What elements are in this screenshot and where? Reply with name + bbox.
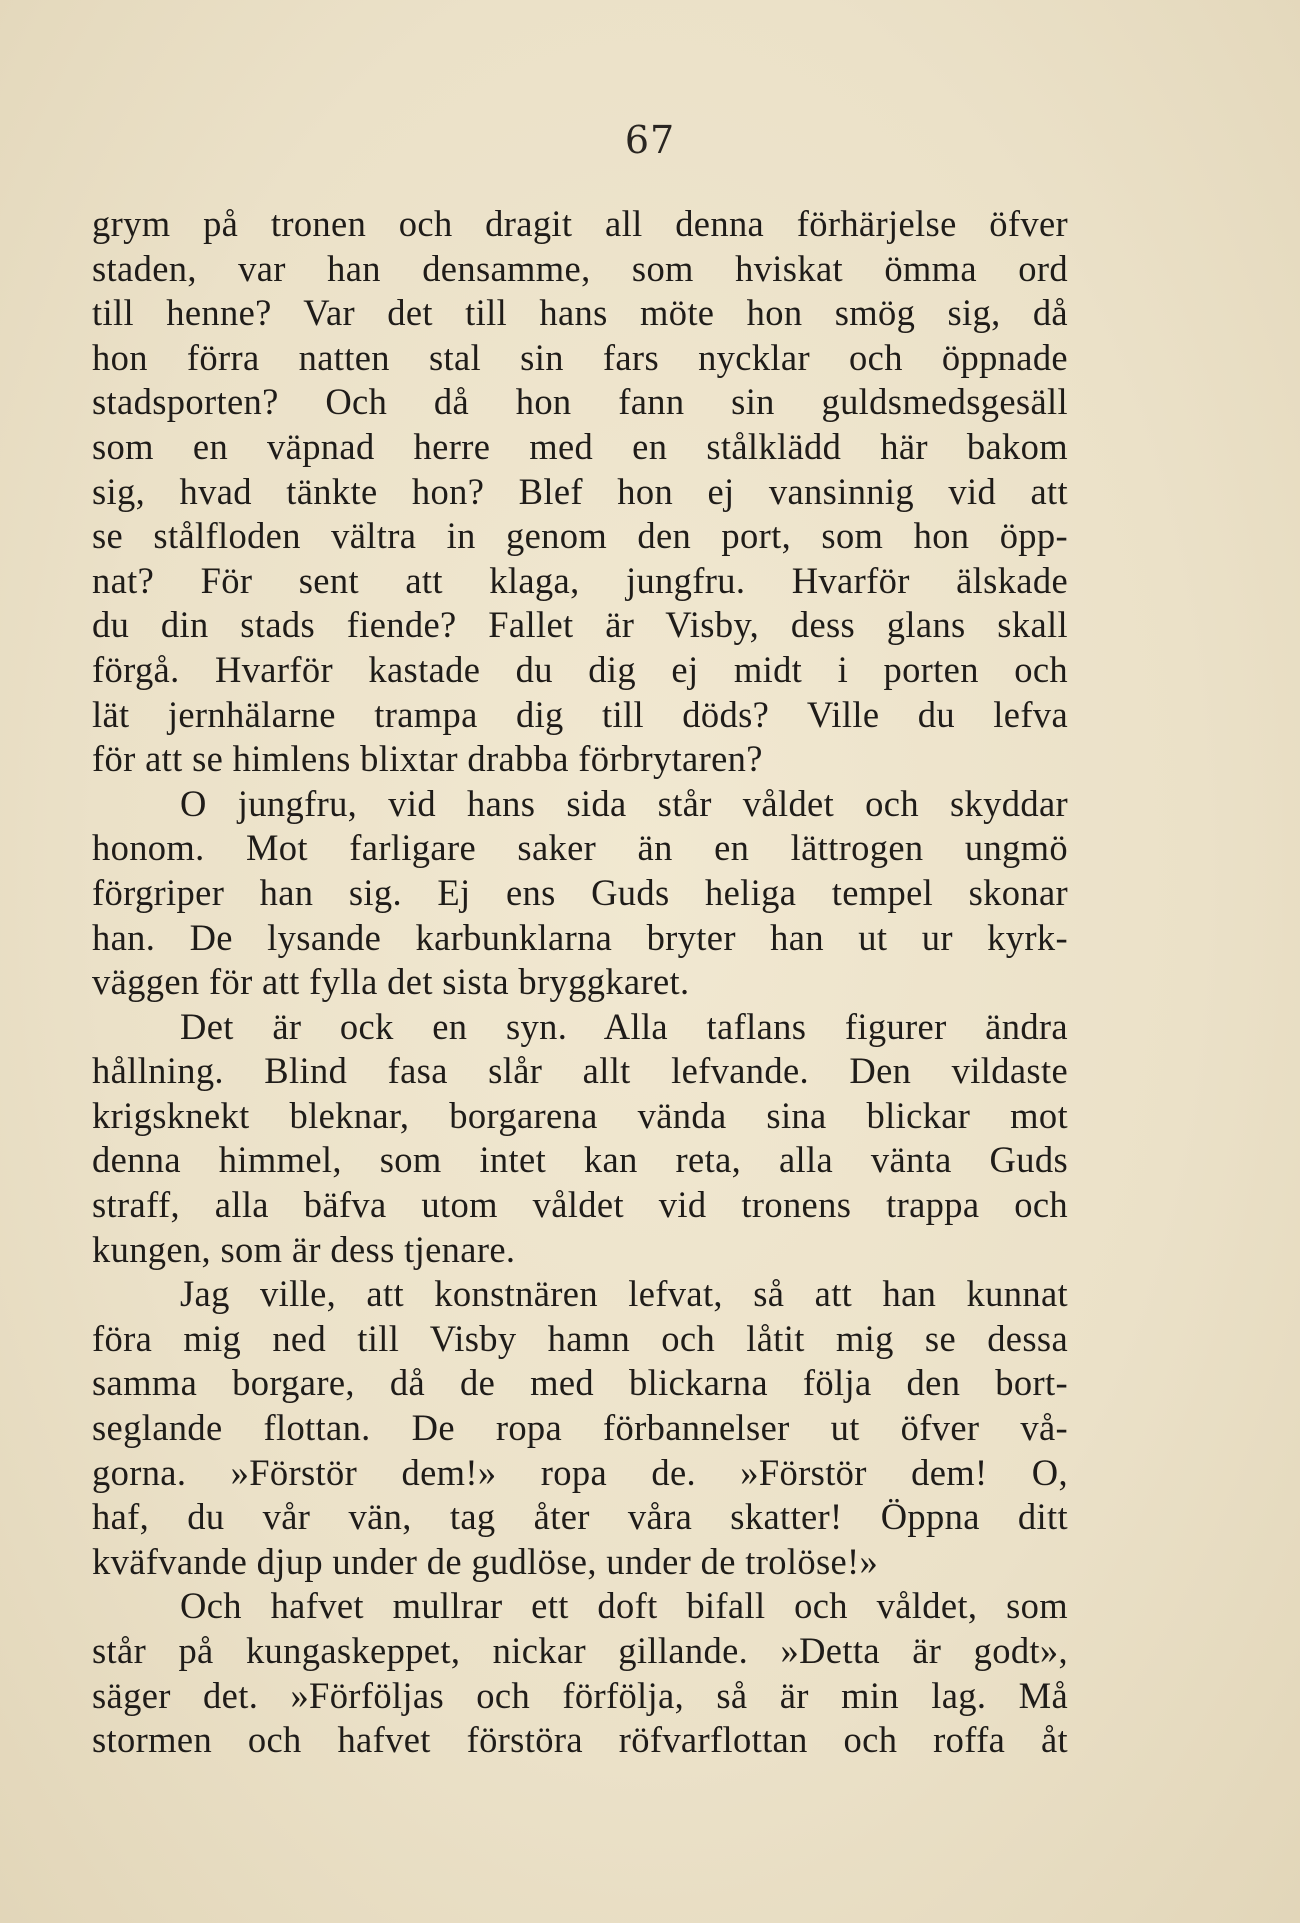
text-line: lät jernhälarne trampa dig till döds? Ville du lefva: [92, 693, 1068, 735]
text-line: Och hafvet mullrar ett doft bifall och våldet, som: [180, 1585, 1068, 1627]
text-line: gorna. »Förstör dem!» ropa de. »Förstör dem! O,: [92, 1451, 1068, 1493]
text-line: se stålfloden vältra in genom den port, som hon öpp-: [92, 515, 1068, 557]
text-line: staden, var han densamme, som hviskat ömma ord: [92, 247, 1068, 289]
text-line: denna himmel, som intet kan reta, alla vänta Guds: [92, 1139, 1068, 1181]
text-line: till henne? Var det till hans möte hon smög sig, då: [92, 292, 1068, 334]
text-line: Det är ock en syn. Alla taflans figurer ändra: [180, 1005, 1068, 1047]
text-line: krigsknekt bleknar, borgarena vända sina blickar mot: [92, 1094, 1068, 1136]
body-text: [92, 202, 1068, 1763]
text-line: säger det. »Förföljas och förfölja, så är min lag. Må: [92, 1674, 1068, 1716]
text-line: Jag ville, att konstnären lefvat, så att han kunnat: [180, 1273, 1068, 1315]
text-line: grym på tronen och dragit all denna förhärjelse öfver: [92, 203, 1068, 244]
text-line: förgriper han sig. Ej ens Guds heliga tempel skonar: [92, 871, 1068, 913]
text-line: förgå. Hvarför kastade du dig ej midt i porten och: [92, 648, 1068, 690]
text-line: stadsporten? Och då hon fann sin guldsmedsgesäll: [92, 381, 1068, 423]
text-line: för att se himlens blixtar drabba förbrytaren?: [92, 738, 763, 780]
text-line: kväfvande djup under de gudlöse, under de trolöse!»: [92, 1540, 879, 1582]
text-line: föra mig ned till Visby hamn och låtit mig se dessa: [92, 1317, 1068, 1359]
text-line: samma borgare, då de med blickarna följa den bort-: [92, 1362, 1068, 1404]
text-line: som en väpnad herre med en stålklädd här bakom: [92, 425, 1068, 467]
text-line: straff, alla bäfva utom våldet vid tronens trappa och: [92, 1184, 1068, 1226]
text-line: kungen, som är dess tjenare.: [92, 1228, 516, 1270]
text-line: hon förra natten stal sin fars nycklar och öppnade: [92, 336, 1068, 378]
text-line: du din stads fiende? Fallet är Visby, dess glans skall: [92, 604, 1068, 646]
text-line: haf, du vår vän, tag åter våra skatter! Öppna ditt: [92, 1496, 1068, 1538]
page-number: 67: [624, 118, 676, 162]
text-line: nat? För sent att klaga, jungfru. Hvarför älskade: [92, 559, 1068, 601]
text-line: O jungfru, vid hans sida står våldet och skyddar: [180, 782, 1068, 824]
text-line: stormen och hafvet förstöra röfvarflottan och roffa åt: [92, 1719, 1068, 1761]
text-line: han. De lysande karbunklarna bryter han ut ur kyrk-: [92, 916, 1068, 958]
text-line: hållning. Blind fasa slår allt lefvande. Den vildaste: [92, 1050, 1068, 1092]
text-line: sig, hvad tänkte hon? Blef hon ej vansinnig vid att: [92, 470, 1068, 512]
text-line: väggen för att fylla det sista bryggkaret.: [92, 961, 690, 1003]
text-line: står på kungaskeppet, nickar gillande. »Detta är godt»,: [92, 1630, 1068, 1671]
text-line: honom. Mot farligare saker än en lättrogen ungmö: [92, 827, 1068, 869]
text-line: seglande flottan. De ropa förbannelser ut öfver vå-: [92, 1407, 1068, 1449]
